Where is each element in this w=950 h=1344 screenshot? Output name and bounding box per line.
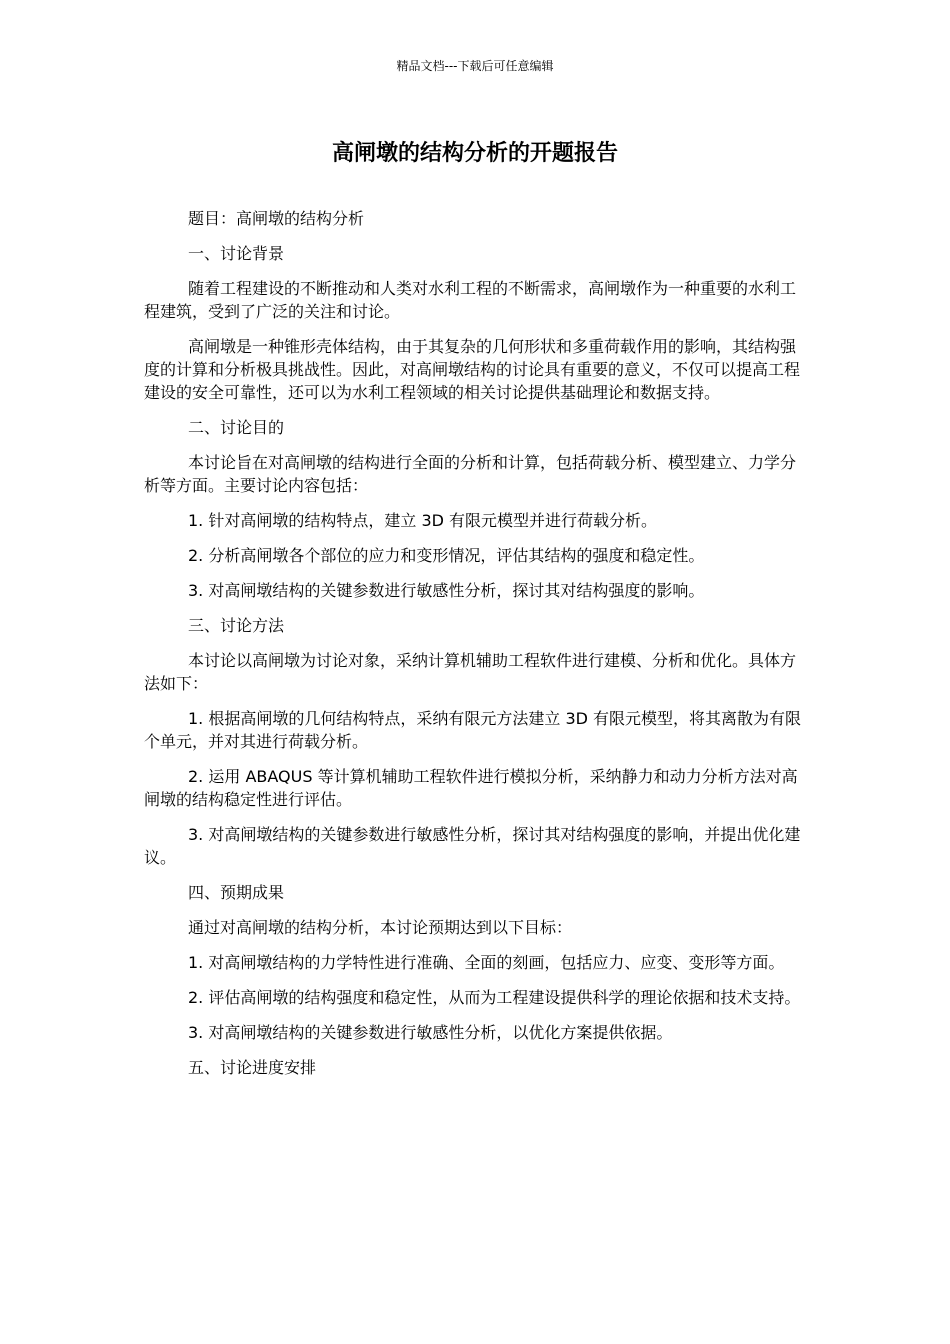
paragraph: 通过对高闸墩的结构分析，本讨论预期达到以下目标： — [188, 918, 573, 937]
list-item: 3. 对高闸墩结构的关键参数进行敏感性分析，探讨其对结构强度的影响，并提出优化建议。 — [144, 825, 801, 867]
section-heading-purpose: 二、讨论目的 — [188, 418, 285, 437]
section-heading-schedule: 五、讨论进度安排 — [188, 1058, 317, 1077]
paragraph: 本讨论旨在对高闸墩的结构进行全面的分析和计算，包括荷载分析、模型建立、力学分析等方面。主要讨论内容包括： — [144, 453, 797, 495]
list-item: 2. 运用 ABAQUS 等计算机辅助工程软件进行模拟分析，采纳静力和动力分析方法对高闸墩的结构稳定性进行评估。 — [144, 767, 798, 809]
section-heading-method: 三、讨论方法 — [188, 616, 285, 635]
list-item: 2. 分析高闸墩各个部位的应力和变形情况，评估其结构的强度和稳定性。 — [188, 546, 705, 565]
page-header: 精品文档---下载后可任意编辑 — [396, 59, 554, 73]
list-item: 2. 评估高闸墩的结构强度和稳定性，从而为工程建设提供科学的理论依据和技术支持。 — [188, 988, 801, 1007]
list-item: 1. 针对高闸墩的结构特点，建立 3D 有限元模型并进行荷载分析。 — [188, 511, 658, 530]
list-item: 1. 对高闸墩结构的力学特性进行准确、全面的刻画，包括应力、应变、变形等方面。 — [188, 953, 785, 972]
document-body — [144, 207, 806, 1091]
paragraph: 高闸墩是一种锥形壳体结构，由于其复杂的几何形状和多重荷载作用的影响，其结构强度的计算和分析极具挑战性。因此，对高闸墩结构的讨论具有重要的意义，不仅可以提高工程建设的安全可靠性，还可以为水利工程领域的相关讨论提供基础理论和数据支持。 — [144, 337, 801, 402]
paragraph: 本讨论以高闸墩为讨论对象，采纳计算机辅助工程软件进行建模、分析和优化。具体方法如下： — [144, 651, 797, 693]
list-item: 3. 对高闸墩结构的关键参数进行敏感性分析，以优化方案提供依据。 — [188, 1023, 673, 1042]
document-title: 高闸墩的结构分析的开题报告 — [331, 141, 618, 166]
list-item: 1. 根据高闸墩的几何结构特点，采纳有限元方法建立 3D 有限元模型，将其离散为有限个单元，并对其进行荷载分析。 — [144, 709, 802, 751]
list-item: 3. 对高闸墩结构的关键参数进行敏感性分析，探讨其对结构强度的影响。 — [188, 581, 705, 600]
section-heading-results: 四、预期成果 — [188, 883, 285, 902]
section-heading-background: 一、讨论背景 — [188, 244, 285, 263]
paragraph: 随着工程建设的不断推动和人类对水利工程的不断需求，高闸墩作为一种重要的水利工程建筑，受到了广泛的关注和讨论。 — [144, 279, 797, 321]
topic-line: 题目：高闸墩的结构分析 — [188, 209, 365, 228]
